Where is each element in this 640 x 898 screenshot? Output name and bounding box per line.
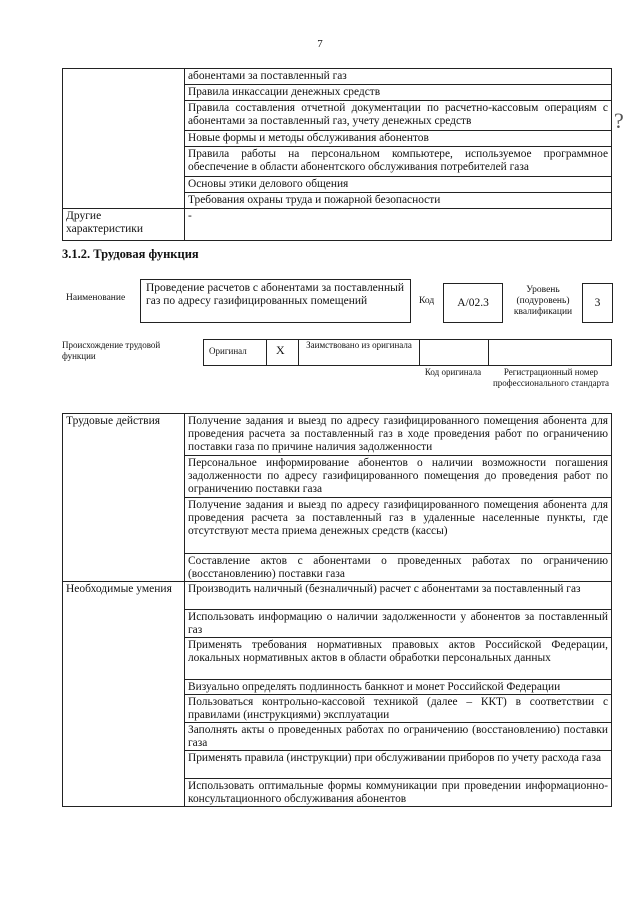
original-label: Оригинал [209, 346, 247, 356]
borrowed-label: Заимствовано из оригинала [306, 340, 412, 350]
page-number: 7 [317, 38, 323, 50]
skill-item: Использовать информацию о наличии задолженности у абонентов за поставленный газ [188, 611, 608, 636]
original-mark: X [276, 343, 285, 357]
name-box [140, 279, 411, 323]
divider [298, 339, 299, 365]
level-value: 3 [594, 297, 601, 309]
reg-caption: Регистрационный номер профессионального стандарта [492, 367, 610, 388]
skill-item: Производить наличный (безналичный) расчет с абонентами за поставленный газ [188, 583, 581, 595]
knowledge-item: Основы этики делового общения [188, 178, 349, 190]
knowledge-item: Правила составления отчетной документации по расчетно-кассовым операциям с абонентами за поставленный газ, учету денежных средств [188, 102, 608, 127]
margin-question-mark: ? [614, 108, 624, 133]
knowledge-item: Новые формы и методы обслуживания абонентов [188, 132, 429, 144]
action-item: Составление актов с абонентами о проведенных работах по ограничению (восстановлению) поставки газа [188, 555, 608, 580]
knowledge-item: Правила инкассации денежных средств [188, 86, 381, 98]
knowledge-item: абонентами за поставленный газ [188, 70, 347, 82]
reg-number-box [487, 339, 612, 366]
section-heading: 3.1.2. Трудовая функция [62, 247, 199, 261]
skills-label: Необходимые умения [63, 582, 185, 807]
action-item: Персональное информирование абонентов о наличии возможности погашения задолженности по адресу газифицированного помещения до проведения работ по ограничению поставки газа [188, 457, 608, 495]
other-label: Другие характеристики [63, 209, 185, 241]
code-box [443, 283, 503, 323]
name-label: Наименование [66, 293, 126, 303]
divider [266, 339, 267, 365]
function-table [62, 413, 612, 807]
level-label: Уровень (подуровень) квалификации [513, 285, 573, 317]
skill-item: Использовать оптимальные формы коммуникации при проведении информационно-консультационного обслуживания абонентов [188, 780, 608, 805]
code-caption: Код оригинала [424, 367, 482, 377]
action-item: Получение задания и выезд по адресу газифицированного помещения абонента для проведения расчета за поставленный газ в удаленные населенные пункты, где отсутствуют места приема денежных средств (кассы) [188, 499, 608, 537]
level-box [582, 283, 613, 323]
skill-item: Заполнять акты о проведенных работах по ограничению (восстановлению) поставки газа [188, 724, 608, 749]
function-code: A/02.3 [457, 297, 489, 309]
skill-item: Применять правила (инструкции) при обслуживании приборов по учету расхода газа [188, 752, 602, 764]
knowledge-item: Требования охраны труда и пожарной безопасности [188, 194, 441, 206]
divider [419, 339, 420, 365]
skill-item: Пользоваться контрольно-кассовой техникой (далее – ККТ) в соответствии с правилами (инструкциями) эксплуатации [188, 696, 608, 721]
knowledge-label-cell [63, 69, 185, 209]
skill-item: Применять требования нормативных правовых актов Российской Федерации, локальных нормативных актов в области обработки персональных данных [188, 639, 608, 664]
other-value: - [185, 209, 612, 241]
function-name: Проведение расчетов с абонентами за поставленный газ по адресу газифицированных помещений [146, 282, 404, 307]
action-item: Получение задания и выезд по адресу газифицированного помещения абонента для проведения расчета за поставленный газ в ходе проведения работ по ограничению поставки газа по причине наличия задолженности [188, 415, 608, 453]
skill-item: Визуально определять подлинность банкнот и монет Российской Федерации [188, 681, 561, 693]
origin-label: Происхождение трудовой функции [62, 340, 161, 361]
knowledge-table [62, 68, 612, 241]
knowledge-item: Правила работы на персональном компьютере, используемое программное обеспечение в области абонентского обслуживания потребителей газа [188, 148, 608, 173]
code-label: Код [419, 296, 435, 306]
actions-label: Трудовые действия [63, 414, 185, 582]
